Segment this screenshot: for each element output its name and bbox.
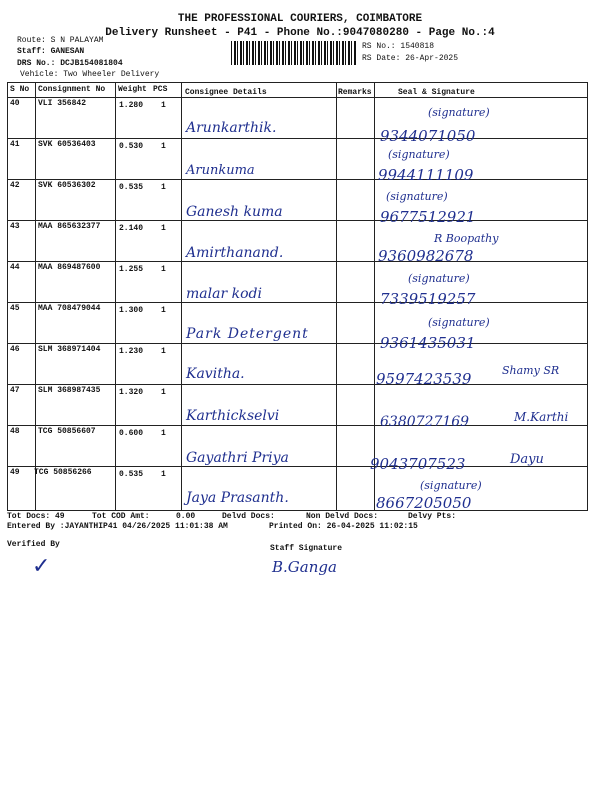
row-pcs: 1 — [161, 101, 166, 110]
vehicle-label: Vehicle: Two Wheeler Delivery — [20, 70, 160, 79]
seal-signature: M.Karthi — [514, 410, 569, 424]
staff-signature: B.Ganga — [272, 558, 337, 576]
total-docs: Tot Docs: 49 — [7, 512, 65, 521]
row-weight: 1.320 — [119, 388, 144, 397]
row-consignment: VLI 356842 — [38, 99, 87, 108]
delivery-points: Delvy Pts: — [408, 512, 457, 521]
staff-signature-label: Staff Signature — [270, 544, 343, 553]
row-pcs: 1 — [161, 265, 166, 274]
rs-number: RS No.: 1540818 — [362, 42, 435, 51]
seal-signature: Shamy SR — [502, 364, 560, 377]
receiver-phone: 9360982678 — [378, 247, 474, 265]
delivered-docs: Delvd Docs: — [222, 512, 275, 521]
row-weight: 1.300 — [119, 306, 144, 315]
consignee-name: Karthickselvi — [186, 408, 280, 424]
column-header-weight: Weight — [118, 85, 147, 94]
row-consignment: SVK 60536403 — [38, 140, 96, 149]
row-pcs: 1 — [161, 347, 166, 356]
row-weight: 1.280 — [119, 101, 144, 110]
column-header-consignment: Consignment No — [38, 85, 106, 94]
verified-checkmark: ✓ — [32, 554, 51, 579]
consignee-name: Kavitha. — [186, 366, 245, 382]
row-pcs: 1 — [161, 429, 166, 438]
company-title: THE PROFESSIONAL COURIERS, COIMBATORE — [177, 13, 423, 25]
row-sno: 43 — [10, 222, 20, 231]
row-weight: 0.600 — [119, 429, 144, 438]
rs-date: RS Date: 26-Apr-2025 — [362, 54, 459, 63]
row-weight: 0.535 — [119, 183, 144, 192]
receiver-phone: 9597423539 — [376, 370, 472, 388]
row-sno: 48 — [10, 427, 20, 436]
row-sno: 45 — [10, 304, 20, 313]
receiver-phone: 9944111109 — [378, 166, 474, 184]
row-pcs: 1 — [161, 183, 166, 192]
row-pcs: 1 — [161, 306, 166, 315]
row-weight: 0.535 — [119, 470, 144, 479]
column-header-seal: Seal & Signature — [398, 88, 475, 97]
column-header-consignee: Consignee Details — [185, 88, 267, 97]
staff-label: Staff: GANESAN — [17, 47, 85, 56]
non-delivered-docs: Non Delvd Docs: — [306, 512, 379, 521]
row-consignment: MAA 869487600 — [38, 263, 101, 272]
receiver-phone: 9344071050 — [380, 127, 476, 145]
route-label: Route: S N PALAYAM — [17, 36, 104, 45]
column-header-remarks: Remarks — [338, 88, 372, 97]
row-pcs: 1 — [161, 470, 166, 479]
row-weight: 0.530 — [119, 142, 144, 151]
row-consignment: SVK 60536302 — [38, 181, 96, 190]
consignee-name: Ganesh kuma — [186, 204, 283, 220]
receiver-phone: 8667205050 — [376, 494, 472, 512]
row-sno: 42 — [10, 181, 20, 190]
row-consignment: MAA 708479044 — [38, 304, 101, 313]
row-sno: 41 — [10, 140, 20, 149]
drs-number: DRS No.: DCJB154081804 — [17, 59, 123, 68]
seal-signature: (signature) — [428, 316, 490, 329]
receiver-phone: 7339519257 — [380, 290, 476, 308]
seal-signature: (signature) — [408, 272, 470, 285]
column-header-pcs: PCS — [153, 85, 168, 94]
row-weight: 2.140 — [119, 224, 144, 233]
consignee-name: Gayathri Priya — [186, 450, 289, 466]
receiver-phone: 6380727169 — [380, 414, 470, 430]
seal-signature: (signature) — [388, 148, 450, 161]
row-sno: 44 — [10, 263, 20, 272]
seal-signature: (signature) — [428, 106, 490, 119]
seal-signature: (signature) — [386, 190, 448, 203]
runsheet-subtitle: Delivery Runsheet - P41 - Phone No.:9047080280 - Page No.:4 — [105, 27, 495, 39]
row-consignment: TCG 50856266 — [34, 468, 92, 477]
receiver-phone: 9677512921 — [380, 208, 476, 226]
row-pcs: 1 — [161, 224, 166, 233]
seal-signature: Dayu — [510, 452, 544, 467]
verified-by-label: Verified By — [7, 540, 60, 549]
consignee-name: Jaya Prasanth. — [186, 490, 289, 506]
seal-signature: (signature) — [420, 479, 482, 492]
row-weight: 1.255 — [119, 265, 144, 274]
row-consignment: SLM 368987435 — [38, 386, 101, 395]
row-sno: 40 — [10, 99, 20, 108]
row-consignment: SLM 368971404 — [38, 345, 101, 354]
consignee-name: Arunkuma — [186, 163, 255, 178]
receiver-phone: 9361435031 — [380, 334, 476, 352]
total-cod-amount: 0.00 — [176, 512, 196, 521]
row-pcs: 1 — [161, 388, 166, 397]
row-sno: 46 — [10, 345, 20, 354]
consignee-name: malar kodi — [186, 286, 262, 302]
row-pcs: 1 — [161, 142, 166, 151]
row-sno: 47 — [10, 386, 20, 395]
receiver-phone: 9043707523 — [370, 455, 466, 473]
consignee-name: Park Detergent — [186, 326, 309, 342]
printed-on: Printed On: 26-04-2025 11:02:15 — [269, 522, 418, 531]
seal-signature: R Boopathy — [434, 232, 499, 245]
consignee-name: Arunkarthik. — [186, 120, 277, 136]
column-header-sno: S No — [10, 85, 30, 94]
row-weight: 1.230 — [119, 347, 144, 356]
row-consignment: MAA 865632377 — [38, 222, 101, 231]
consignee-name: Amirthanand. — [186, 245, 284, 261]
entered-by: Entered By :JAYANTHIP41 04/26/2025 11:01:38 AM — [7, 522, 228, 531]
row-sno: 49 — [10, 468, 20, 477]
total-cod-label: Tot COD Amt: — [92, 512, 150, 521]
row-consignment: TCG 50856607 — [38, 427, 96, 436]
